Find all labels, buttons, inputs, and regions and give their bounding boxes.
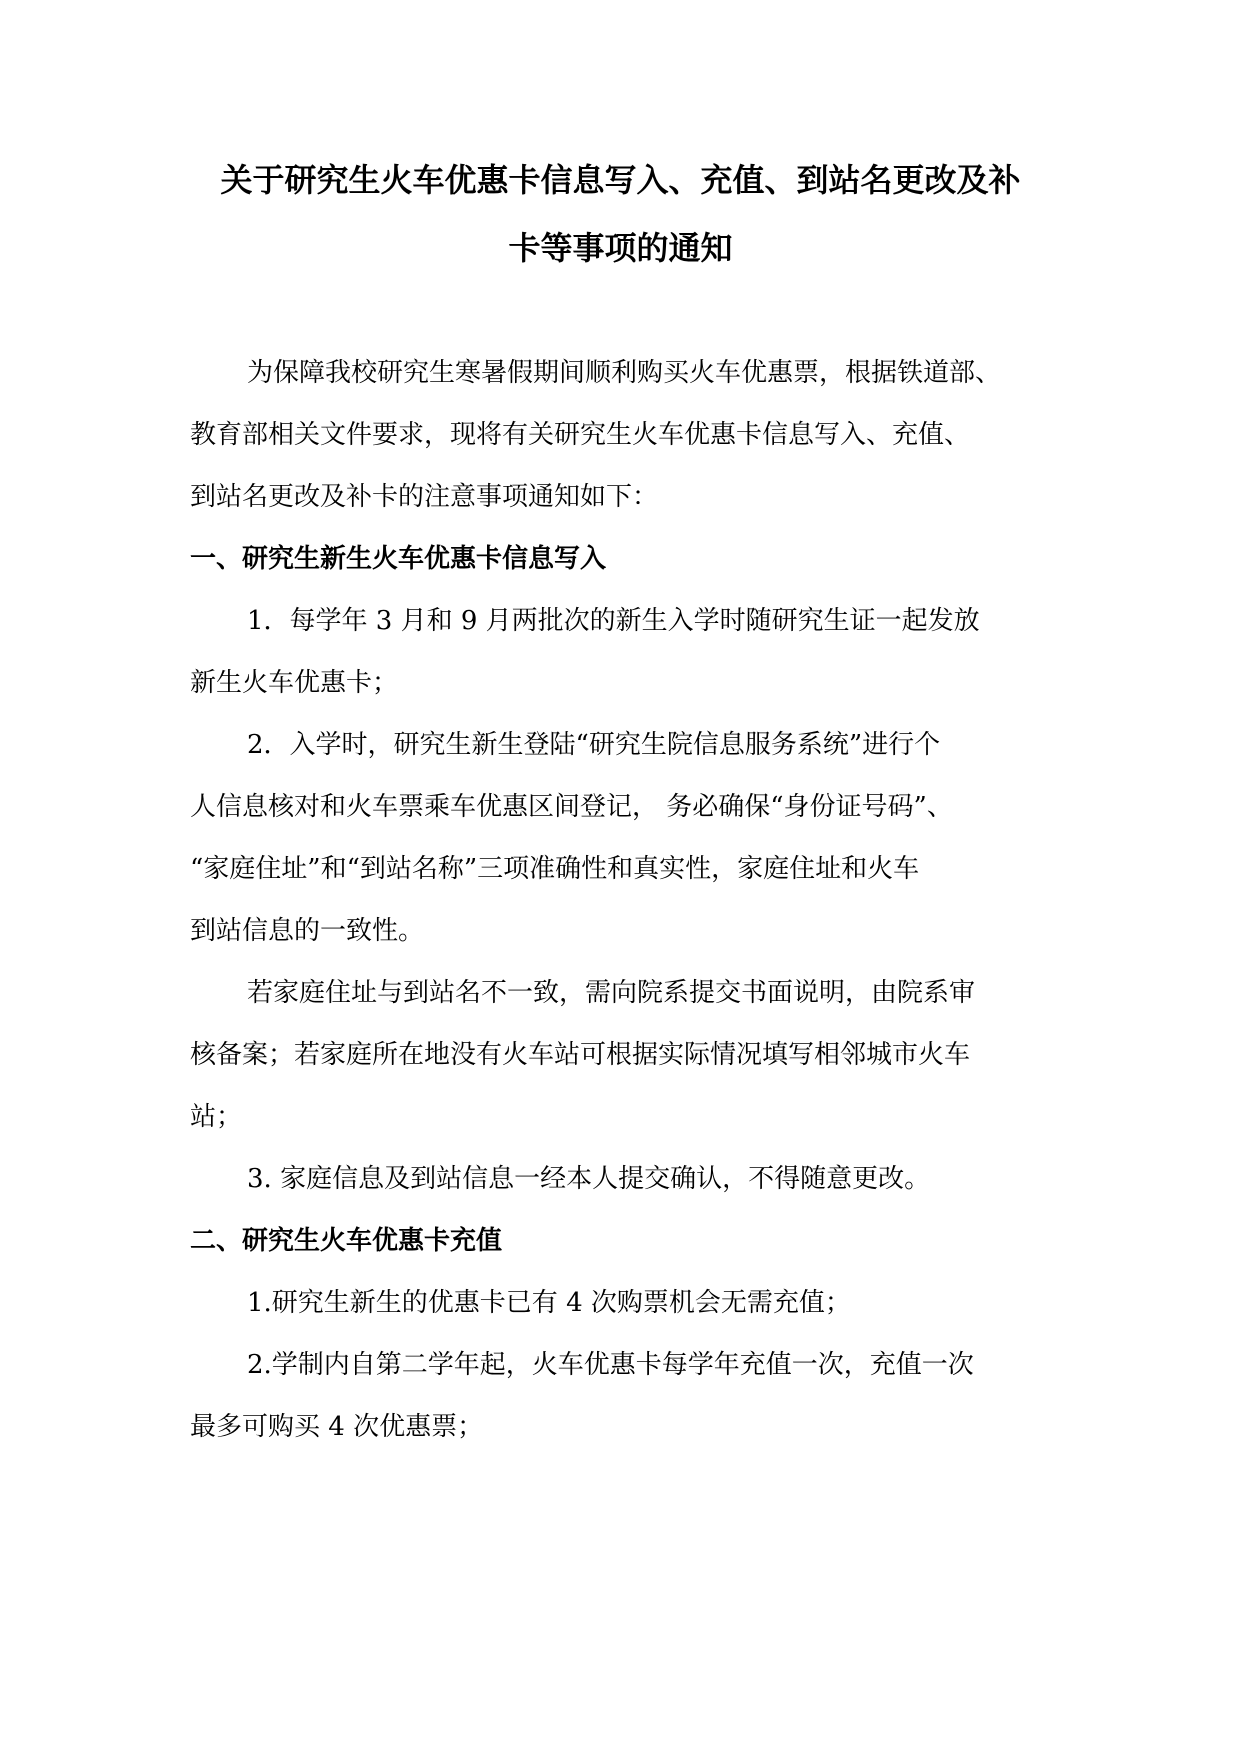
section-2-item-2-line-2: 最多可购买 4 次优惠票； <box>190 1412 484 1442</box>
intro-line-3: 到站名更改及补卡的注意事项通知如下： <box>190 482 659 512</box>
section-1-note-line-1: 若家庭住址与到站名不一致，需向院系提交书面说明，由院系审 <box>247 978 976 1008</box>
section-1-item-2-line-2: 人信息核对和火车票乘车优惠区间登记， 务必确保“身份证号码”、 <box>190 792 953 822</box>
intro-line-2: 教育部相关文件要求，现将有关研究生火车优惠卡信息写入、充值、 <box>190 420 971 450</box>
section-1-item-2-line-3: “家庭住址”和“到站名称”三项准确性和真实性，家庭住址和火车 <box>190 854 920 884</box>
section-2-heading: 二、研究生火车优惠卡充值 <box>190 1226 503 1256</box>
section-1-item-1-line-1: 1．每学年 3 月和 9 月两批次的新生入学时随研究生证一起发放 <box>247 606 980 636</box>
section-1-note-line-3: 站； <box>190 1102 243 1132</box>
section-1-heading: 一、研究生新生火车优惠卡信息写入 <box>190 544 607 574</box>
section-1-item-2-line-4: 到站信息的一致性。 <box>190 916 425 946</box>
section-1-note-line-2: 核备案；若家庭所在地没有火车站可根据实际情况填写相邻城市火车 <box>190 1040 971 1070</box>
section-2-item-2-line-1: 2.学制内自第二学年起，火车优惠卡每学年充值一次，充值一次 <box>247 1350 974 1380</box>
document-title-line-2: 卡等事项的通知 <box>508 229 733 267</box>
intro-line-1: 为保障我校研究生寒暑假期间顺利购买火车优惠票，根据铁道部、 <box>247 358 1002 388</box>
section-1-item-1-line-2: 新生火车优惠卡； <box>190 668 399 698</box>
section-1-item-2-line-1: 2．入学时，研究生新生登陆“研究生院信息服务系统”进行个 <box>247 730 941 760</box>
document-title-line-1: 关于研究生火车优惠卡信息写入、充值、到站名更改及补 <box>220 161 1021 199</box>
section-1-item-3-line-1: 3. 家庭信息及到站信息一经本人提交确认，不得随意更改。 <box>247 1164 931 1194</box>
section-2-item-1-line-1: 1.研究生新生的优惠卡已有 4 次购票机会无需充值； <box>247 1288 851 1318</box>
